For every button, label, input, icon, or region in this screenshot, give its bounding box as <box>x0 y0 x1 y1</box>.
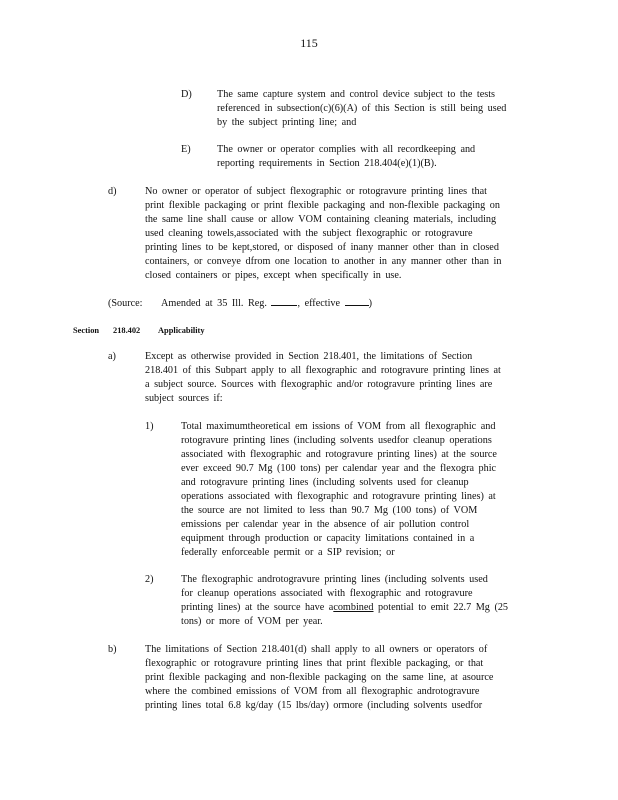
source-note <box>108 296 372 311</box>
section-label: Section <box>73 326 100 335</box>
item-d-line: by the subject printing line; and <box>217 117 357 128</box>
item-1-line: rotogravure printing lines (including solvents usedfor cleanup operations <box>181 435 492 446</box>
subsection-a-line: 218.401 of this Subpart apply to all flexographic and rotogravure printing lines at <box>145 365 501 376</box>
source-note-amended: Amended at 35 Ill. Reg. <box>161 298 267 309</box>
item-1-line: Total maximumtheoretical em issions of VOM from all flexographic and <box>181 421 496 432</box>
section-number: 218.402 <box>113 326 141 335</box>
subsection-d-marker: d) <box>108 186 117 197</box>
item-1-line: equipment through production or capacity limitations contained in a <box>181 533 475 544</box>
subsection-d-line: No owner or operator of subject flexographic or rotogravure printing lines that <box>145 186 487 197</box>
item-1-line: ever exceed 90.7 Mg (100 tons) per calendar year and the flexogra phic <box>181 463 497 474</box>
subsection-b-line: printing lines total 6.8 kg/day (15 lbs/day) ormore (including solvents usedfor <box>145 700 483 711</box>
item-1-line: emissions per calendar year in the absence of air pollution control <box>181 519 470 530</box>
page-number: 115 <box>300 36 318 50</box>
subsection-d-line: closed containers or pipes, except when specifically in use. <box>145 270 402 281</box>
subsection-a-line: subject sources if: <box>145 393 223 404</box>
item-e-marker: E) <box>181 144 191 155</box>
item-2-line3-start: printing lines) at the source have a <box>181 602 334 613</box>
item-2-line: tons) or more of VOM per year. <box>181 616 323 627</box>
item-2-line3-end: potential to emit 22.7 Mg (25 <box>373 602 509 613</box>
item-d-line: referenced in subsection(c)(6)(A) of this Section is still being used <box>217 103 507 114</box>
item-1-line: the source are not limited to less than 90.7 Mg (100 tons) of VOM <box>181 505 478 516</box>
subsection-a-line: a subject source. Sources with flexographic and/or rotogravure printing lines are <box>145 379 493 390</box>
item-2-line <box>181 601 508 615</box>
item-1-marker: 1) <box>145 421 154 432</box>
item-1-line: operations associated with flexographic and rotogravure printing lines) at <box>181 491 496 502</box>
subsection-b-marker: b) <box>108 644 117 655</box>
section-title: Applicability <box>158 326 205 335</box>
combined-underlined: combined <box>333 602 374 613</box>
item-1-line: and rotogravure printing lines (including solvents used for cleanup <box>181 477 469 488</box>
subsection-d-line: the same line shall cause or allow VOM containing cleaning materials, including <box>145 214 497 225</box>
item-1-line: associated with flexographic and rotogravure printing lines) at the source <box>181 449 497 460</box>
item-2-marker: 2) <box>145 574 154 585</box>
item-e-line: reporting requirements in Section 218.404(e)(1)(B). <box>217 158 437 169</box>
item-1-line: federally enforceable permit or a SIP revision; or <box>181 547 395 558</box>
register-blank <box>271 296 297 306</box>
subsection-a-line: Except as otherwise provided in Section 218.401, the limitations of Section <box>145 351 473 362</box>
subsection-b-line: print flexible packaging and non-flexible packaging on the same line, at asource <box>145 672 494 683</box>
subsection-d-line: used cleaning towels,associated with the subject flexographic or rotogravure <box>145 228 473 239</box>
source-note-close: ) <box>368 298 372 309</box>
source-note-open: (Source: <box>108 298 143 309</box>
item-e-line: The owner or operator complies with all recordkeeping and <box>217 144 476 155</box>
item-2-line: for cleanup operations associated with flexographic and rotogravure <box>181 588 473 599</box>
effective-date-blank <box>345 296 369 306</box>
subsection-d-line: printing lines to be kept,stored, or disposed of inany manner other than in closed <box>145 242 499 253</box>
item-d-marker: D) <box>181 89 192 100</box>
item-2-line: The flexographic androtogravure printing lines (including solvents used <box>181 574 488 585</box>
source-note-comma: , <box>297 298 301 309</box>
subsection-d-line: print flexible packaging or print flexible packaging and non-flexible packaging on <box>145 200 500 211</box>
subsection-a-marker: a) <box>108 351 116 362</box>
subsection-b-line: where the combined emissions of VOM from all flexographic androtogravure <box>145 686 480 697</box>
source-note-effective: effective <box>304 298 341 309</box>
subsection-d-line: containers, or conveye dfrom one location to another in any manner other than in <box>145 256 502 267</box>
subsection-b-line: The limitations of Section 218.401(d) shall apply to all owners or operators of <box>145 644 488 655</box>
item-d-line: The same capture system and control device subject to the tests <box>217 89 496 100</box>
subsection-b-line: flexographic or rotogravure printing lines that print flexible packaging, or that <box>145 658 484 669</box>
